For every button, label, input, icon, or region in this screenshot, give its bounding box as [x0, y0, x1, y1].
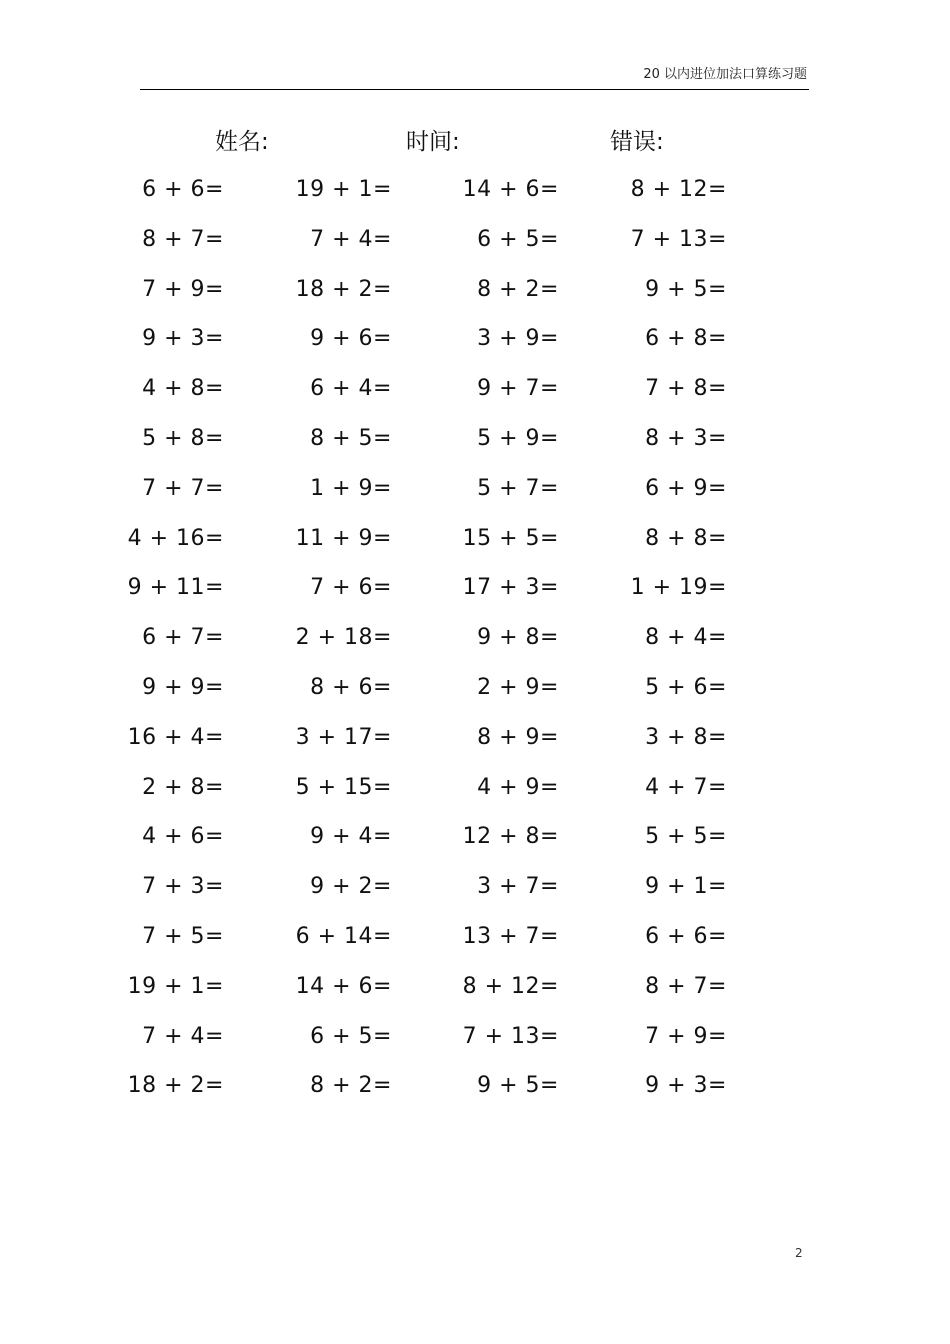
- problem-item: 2 + 18=: [295, 625, 392, 651]
- problem-item: 6 + 4=: [310, 376, 392, 402]
- problem-item: 7 + 4=: [310, 226, 392, 252]
- problem-item: 9 + 5=: [477, 1073, 559, 1099]
- problem-item: 5 + 7=: [477, 475, 559, 501]
- problem-item: 19 + 1=: [127, 973, 224, 999]
- problem-item: 7 + 13=: [630, 226, 727, 252]
- problem-item: 9 + 3=: [645, 1073, 727, 1099]
- problem-item: 9 + 9=: [142, 675, 224, 700]
- problem-item: 6 + 5=: [310, 1023, 392, 1049]
- problem-item: 9 + 4=: [310, 824, 392, 850]
- problem-item: 8 + 7=: [142, 226, 224, 252]
- problem-item: 8 + 2=: [310, 1073, 392, 1099]
- problem-item: 7 + 7=: [142, 475, 224, 501]
- problem-item: 7 + 6=: [310, 575, 392, 601]
- problem-item: 4 + 8=: [142, 376, 224, 402]
- problem-item: 8 + 12=: [462, 973, 559, 999]
- problem-item: 11 + 9=: [295, 525, 392, 551]
- problem-item: 6 + 5=: [477, 226, 559, 252]
- problem-item: 7 + 3=: [142, 874, 224, 900]
- time-field-label: 时间:: [406, 129, 460, 155]
- problem-item: 3 + 7=: [477, 874, 559, 900]
- problem-item: 7 + 9=: [142, 276, 224, 302]
- problem-item: 7 + 5=: [142, 924, 224, 949]
- problem-item: 8 + 4=: [645, 625, 727, 651]
- problem-item: 6 + 6=: [142, 177, 224, 202]
- problem-item: 9 + 8=: [477, 625, 559, 651]
- errors-field-label: 错误:: [610, 129, 664, 155]
- problem-item: 6 + 9=: [645, 475, 727, 501]
- problem-item: 6 + 8=: [645, 326, 727, 352]
- problem-item: 5 + 5=: [645, 824, 727, 850]
- problem-item: 4 + 7=: [645, 774, 727, 800]
- problem-item: 18 + 2=: [127, 1073, 224, 1099]
- problem-item: 8 + 8=: [645, 525, 727, 551]
- problem-item: 8 + 9=: [477, 724, 559, 750]
- problem-item: 2 + 9=: [477, 675, 559, 700]
- problem-item: 16 + 4=: [127, 724, 224, 750]
- problem-item: 7 + 8=: [645, 376, 727, 402]
- problem-item: 8 + 5=: [310, 426, 392, 451]
- page-number: 2: [795, 1246, 803, 1260]
- name-field-label: 姓名:: [215, 129, 269, 155]
- problem-item: 9 + 5=: [645, 276, 727, 302]
- problem-item: 9 + 6=: [310, 326, 392, 352]
- problem-item: 9 + 1=: [645, 874, 727, 900]
- problem-item: 6 + 7=: [142, 625, 224, 651]
- problem-item: 5 + 9=: [477, 426, 559, 451]
- problem-item: 7 + 9=: [645, 1023, 727, 1049]
- problem-item: 7 + 4=: [142, 1023, 224, 1049]
- problem-item: 8 + 7=: [645, 973, 727, 999]
- problem-item: 14 + 6=: [462, 177, 559, 202]
- problem-item: 6 + 6=: [645, 924, 727, 949]
- problem-item: 5 + 6=: [645, 675, 727, 700]
- problem-item: 8 + 2=: [477, 276, 559, 302]
- problem-item: 8 + 12=: [630, 177, 727, 202]
- problem-item: 1 + 19=: [630, 575, 727, 601]
- problem-item: 15 + 5=: [462, 525, 559, 551]
- problem-item: 1 + 9=: [310, 475, 392, 501]
- problem-item: 9 + 11=: [127, 575, 224, 601]
- problem-item: 5 + 8=: [142, 426, 224, 451]
- problem-item: 7 + 13=: [462, 1023, 559, 1049]
- problem-item: 19 + 1=: [295, 177, 392, 202]
- problem-item: 4 + 16=: [127, 525, 224, 551]
- problem-item: 5 + 15=: [295, 774, 392, 800]
- problem-item: 12 + 8=: [462, 824, 559, 850]
- problem-item: 3 + 9=: [477, 326, 559, 352]
- problem-item: 9 + 2=: [310, 874, 392, 900]
- problem-item: 18 + 2=: [295, 276, 392, 302]
- problem-item: 4 + 6=: [142, 824, 224, 850]
- problem-item: 8 + 3=: [645, 426, 727, 451]
- problem-item: 8 + 6=: [310, 675, 392, 700]
- problem-item: 9 + 7=: [477, 376, 559, 402]
- problem-item: 6 + 14=: [295, 924, 392, 949]
- problem-item: 17 + 3=: [462, 575, 559, 601]
- problem-item: 3 + 17=: [295, 724, 392, 750]
- header-title: 20 以内进位加法口算练习题: [643, 67, 807, 82]
- problem-item: 2 + 8=: [142, 774, 224, 800]
- problem-item: 4 + 9=: [477, 774, 559, 800]
- problem-item: 14 + 6=: [295, 973, 392, 999]
- problem-item: 3 + 8=: [645, 724, 727, 750]
- problem-item: 13 + 7=: [462, 924, 559, 949]
- problem-item: 9 + 3=: [142, 326, 224, 352]
